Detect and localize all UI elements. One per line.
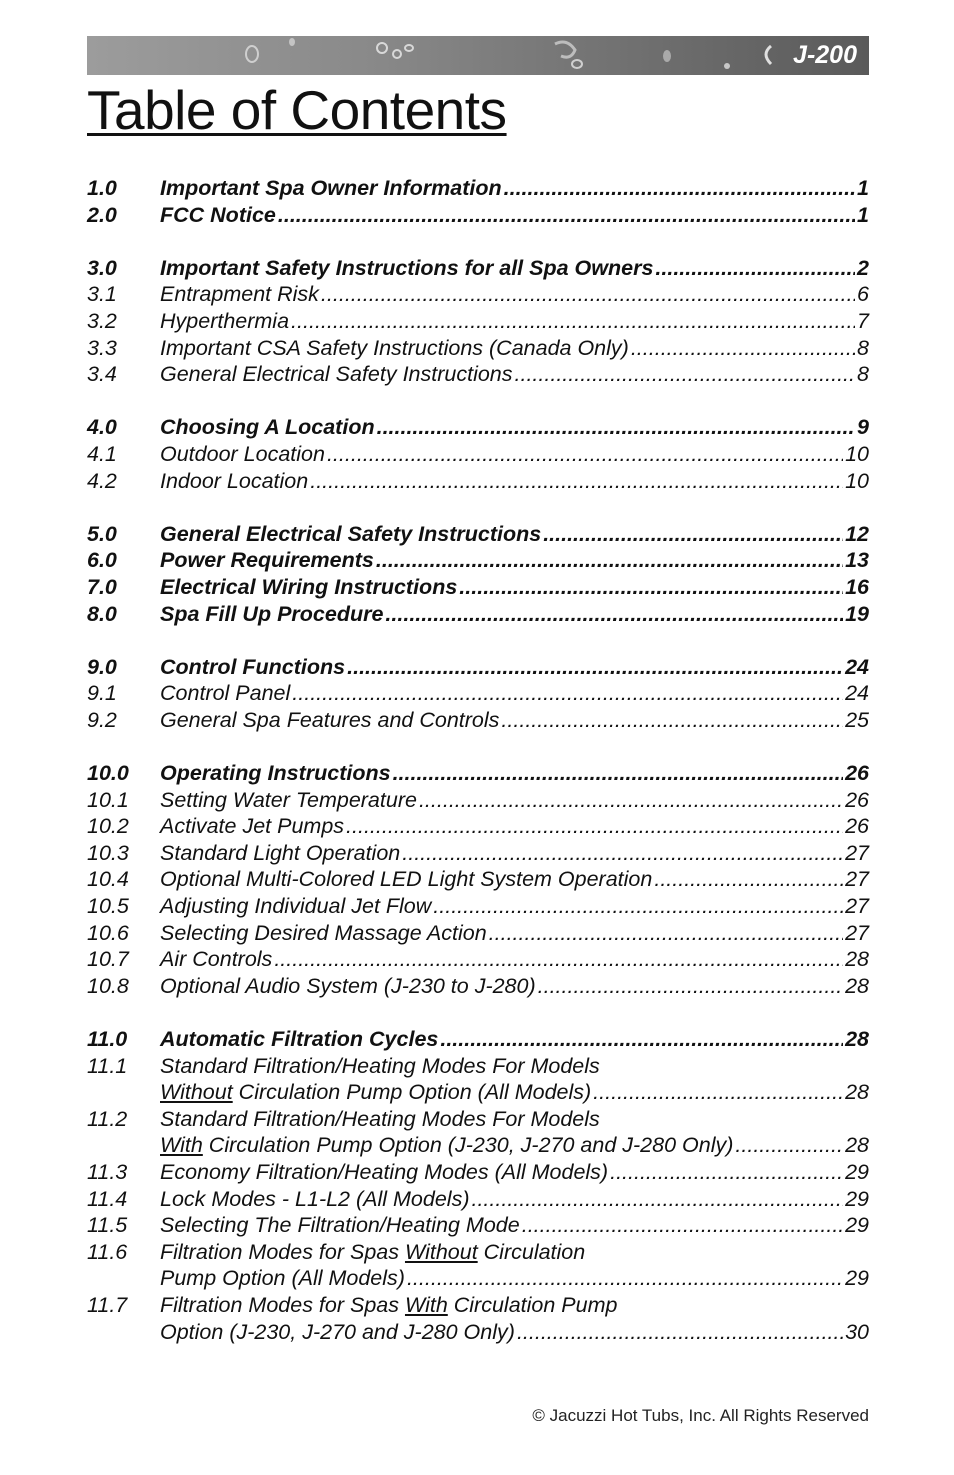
dot-leader bbox=[393, 761, 844, 786]
toc-entry-title-text: Electrical Wiring Instructions bbox=[160, 574, 458, 599]
toc-entry-number: 1.0 bbox=[87, 176, 117, 200]
header-banner bbox=[87, 36, 869, 75]
toc-entry-number: 9.0 bbox=[87, 654, 117, 679]
toc-entry-title-text: Option (J-230, J-270 and J-280 Only) bbox=[160, 1319, 515, 1344]
toc-entry-title-text: Choosing A Location bbox=[160, 415, 375, 440]
toc-entry-title-text: Circulation Pump Option (All Models) bbox=[232, 1080, 592, 1105]
dot-leader bbox=[654, 867, 843, 892]
toc-entry-title bbox=[160, 1293, 617, 1318]
toc-entry-page: 10 bbox=[845, 441, 869, 466]
toc-entry-page: 29 bbox=[845, 1186, 869, 1211]
dot-leader bbox=[459, 575, 843, 600]
toc-entry-number: 11.7 bbox=[87, 1292, 128, 1317]
toc-entry[interactable] bbox=[87, 1240, 869, 1267]
toc-entry-page: 7 bbox=[857, 308, 869, 333]
toc-entry-title bbox=[160, 602, 383, 627]
page-title: Table of Contents bbox=[87, 79, 507, 141]
toc-entry-number: 4.2 bbox=[87, 468, 117, 493]
dot-leader bbox=[501, 708, 843, 733]
toc-entry-number: 9.1 bbox=[87, 681, 117, 706]
toc-entry-title-text: General Electrical Safety Instructions bbox=[160, 362, 513, 387]
model-label: J-200 bbox=[793, 41, 857, 69]
toc-entry-number: 9.2 bbox=[87, 707, 117, 732]
toc-entry-page: 1 bbox=[857, 176, 869, 200]
toc-entry-number: 10.3 bbox=[87, 840, 129, 865]
toc-entry[interactable] bbox=[87, 761, 869, 788]
toc-entry-title bbox=[160, 415, 375, 440]
toc-entry[interactable] bbox=[87, 415, 869, 442]
toc-entry-title bbox=[160, 655, 345, 680]
dot-leader bbox=[291, 309, 855, 334]
toc-entry[interactable] bbox=[87, 1187, 869, 1214]
water-droplets-decoration bbox=[87, 36, 869, 75]
toc-entry[interactable] bbox=[87, 336, 869, 363]
toc-entry-title bbox=[160, 1213, 520, 1238]
toc-entry-title-text: Pump Option (All Models) bbox=[160, 1266, 405, 1291]
toc-entry[interactable] bbox=[87, 203, 869, 230]
toc-entry[interactable] bbox=[87, 655, 869, 682]
toc-entry-page: 2 bbox=[857, 255, 869, 280]
toc-entry[interactable] bbox=[87, 1133, 869, 1160]
toc-entry[interactable] bbox=[87, 1107, 869, 1134]
toc-entry-title-text: Air Controls bbox=[160, 947, 273, 972]
toc-entry-title-text: Indoor Location bbox=[160, 468, 309, 493]
toc-entry-number: 11.0 bbox=[87, 1027, 128, 1051]
toc-entry-page: 27 bbox=[845, 840, 869, 865]
toc-entry-title-text: Selecting The Filtration/Heating Mode bbox=[160, 1213, 520, 1238]
toc-entry-title-text: Economy Filtration/Heating Modes (All Models) bbox=[160, 1159, 609, 1184]
toc-entry-number: 3.3 bbox=[87, 335, 117, 360]
toc-entry-number: 6.0 bbox=[87, 548, 117, 573]
toc-entry[interactable] bbox=[87, 708, 869, 735]
toc-entry-title bbox=[160, 362, 513, 387]
toc-entry-title bbox=[160, 974, 536, 999]
dot-leader bbox=[346, 814, 843, 839]
dot-leader bbox=[274, 947, 843, 972]
toc-entry-page: 19 bbox=[845, 601, 869, 626]
toc-entry[interactable] bbox=[87, 974, 869, 1001]
toc-entry-title bbox=[160, 867, 652, 892]
toc-entry[interactable] bbox=[87, 548, 869, 575]
toc-entry-title bbox=[160, 761, 391, 786]
dot-leader bbox=[310, 469, 843, 494]
toc-entry[interactable] bbox=[87, 309, 869, 336]
dot-leader bbox=[471, 1187, 843, 1212]
toc-entry-number: 11.6 bbox=[87, 1239, 128, 1264]
toc-entry-title-text: Hyperthermia bbox=[160, 308, 290, 333]
toc-entry-title-text: Circulation bbox=[477, 1239, 586, 1264]
toc-entry-title bbox=[160, 176, 502, 201]
toc-entry-title bbox=[160, 203, 276, 228]
toc-entry-title bbox=[160, 1187, 469, 1212]
toc-entry-title-underlined: Without bbox=[160, 1080, 233, 1105]
toc-entry[interactable] bbox=[87, 282, 869, 309]
dot-leader bbox=[327, 442, 843, 467]
toc-entry-page: 28 bbox=[845, 1133, 869, 1158]
dot-leader bbox=[593, 1080, 843, 1105]
toc-entry[interactable] bbox=[87, 1293, 869, 1320]
toc-entry-page: 16 bbox=[845, 574, 869, 599]
toc-entry-page: 8 bbox=[857, 362, 869, 387]
dot-leader bbox=[278, 203, 855, 228]
toc-entry-title-text: Activate Jet Pumps bbox=[160, 814, 345, 839]
toc-entry-title bbox=[160, 894, 431, 919]
toc-entry[interactable] bbox=[87, 362, 869, 389]
toc-entry-number: 4.0 bbox=[87, 415, 117, 440]
toc-entry-title bbox=[160, 469, 308, 494]
toc-entry[interactable] bbox=[87, 1027, 869, 1054]
toc-entry-number: 7.0 bbox=[87, 574, 117, 599]
toc-entry[interactable] bbox=[87, 894, 869, 921]
toc-entry[interactable] bbox=[87, 575, 869, 602]
toc-entry-number: 5.0 bbox=[87, 521, 117, 546]
toc-entry[interactable] bbox=[87, 788, 869, 815]
toc-entry-title-text: Optional Multi-Colored LED Light System Operation bbox=[160, 867, 653, 892]
toc-entry-title-text: General Electrical Safety Instructions bbox=[160, 521, 542, 546]
toc-entry-page: 30 bbox=[845, 1319, 869, 1344]
dot-leader bbox=[440, 1027, 843, 1052]
toc-entry-page: 29 bbox=[845, 1213, 869, 1238]
toc-entry-title-text: Standard Filtration/Heating Modes For Models bbox=[160, 1106, 600, 1131]
toc-entry[interactable] bbox=[87, 442, 869, 469]
toc-entry-title-text: Filtration Modes for Spas bbox=[160, 1239, 405, 1264]
toc-entry-title bbox=[160, 841, 400, 866]
toc-entry-title-text: Operating Instructions bbox=[160, 761, 391, 786]
toc-entry[interactable] bbox=[87, 176, 869, 203]
toc-entry-title-text: Outdoor Location bbox=[160, 441, 325, 466]
toc-entry[interactable] bbox=[87, 1080, 869, 1107]
toc-entry-title bbox=[160, 921, 487, 946]
toc-entry[interactable] bbox=[87, 867, 869, 894]
toc-entry-number: 2.0 bbox=[87, 202, 117, 227]
dot-leader bbox=[292, 681, 843, 706]
toc-entry-page: 28 bbox=[845, 973, 869, 998]
toc-entry[interactable] bbox=[87, 256, 869, 283]
dot-leader bbox=[543, 522, 843, 547]
toc-entry-title-text: Important Safety Instructions for all Spa Owners bbox=[160, 255, 654, 280]
toc-entry-number: 10.1 bbox=[87, 787, 129, 812]
toc-entry[interactable] bbox=[87, 1054, 869, 1081]
toc-entry-page: 29 bbox=[845, 1266, 869, 1291]
toc-entry-page: 28 bbox=[845, 1080, 869, 1105]
toc-entry-number: 11.2 bbox=[87, 1106, 128, 1131]
toc-entry[interactable] bbox=[87, 841, 869, 868]
dot-leader bbox=[321, 282, 855, 307]
toc-entry-title-underlined: With bbox=[160, 1133, 203, 1158]
toc-entry-title-text: General Spa Features and Controls bbox=[160, 707, 500, 732]
toc-entry-title bbox=[160, 548, 374, 573]
toc-entry-number: 3.2 bbox=[87, 308, 117, 333]
dot-leader bbox=[504, 176, 855, 201]
dot-leader bbox=[515, 362, 856, 387]
toc-entry-title-text: Automatic Filtration Cycles bbox=[160, 1027, 439, 1051]
toc-entry-title bbox=[160, 1266, 405, 1291]
toc-entry-title bbox=[160, 681, 290, 706]
toc-entry-title-text: Control Panel bbox=[160, 681, 291, 706]
toc-entry-page: 8 bbox=[857, 335, 869, 360]
toc-entry-page: 25 bbox=[845, 707, 869, 732]
toc-entry-title bbox=[160, 1160, 608, 1185]
toc-entry[interactable] bbox=[87, 1160, 869, 1187]
toc-entry-title bbox=[160, 947, 272, 972]
toc-entry-title-text: FCC Notice bbox=[160, 202, 276, 227]
toc-entry-title-text: Standard Filtration/Heating Modes For Models bbox=[160, 1053, 600, 1078]
dot-leader bbox=[610, 1160, 843, 1185]
toc-entry-page: 6 bbox=[857, 282, 869, 307]
toc-entry-title bbox=[160, 442, 325, 467]
toc-entry-title-text: Lock Modes - L1-L2 (All Models) bbox=[160, 1186, 470, 1211]
toc-entry-number: 3.0 bbox=[87, 255, 117, 280]
toc-entry-page: 12 bbox=[845, 521, 869, 546]
toc-entry-page: 24 bbox=[845, 654, 869, 679]
dot-leader bbox=[631, 336, 855, 361]
toc-entry-title-text: Setting Water Temperature bbox=[160, 787, 417, 812]
table-of-contents bbox=[87, 176, 869, 1346]
dot-leader bbox=[489, 921, 843, 946]
toc-entry-title bbox=[160, 309, 289, 334]
toc-entry[interactable] bbox=[87, 602, 869, 629]
toc-entry-title bbox=[160, 575, 457, 600]
dot-leader bbox=[517, 1320, 843, 1345]
toc-entry-number: 10.7 bbox=[87, 947, 129, 972]
copyright-footer: © Jacuzzi Hot Tubs, Inc. All Rights Reserved bbox=[532, 1406, 869, 1425]
toc-entry-title bbox=[160, 1107, 600, 1132]
toc-entry-title bbox=[160, 522, 541, 547]
toc-entry-page: 24 bbox=[845, 681, 869, 706]
toc-entry-title-text: Circulation Pump bbox=[447, 1292, 618, 1317]
toc-entry-title bbox=[160, 1320, 515, 1345]
toc-entry-title bbox=[160, 1027, 438, 1052]
toc-entry[interactable] bbox=[87, 1320, 869, 1347]
dot-leader bbox=[376, 548, 843, 573]
toc-entry-page: 9 bbox=[857, 415, 869, 440]
dot-leader bbox=[433, 894, 843, 919]
toc-entry[interactable] bbox=[87, 681, 869, 708]
toc-entry-number: 10.5 bbox=[87, 894, 129, 919]
toc-entry-title-text: Filtration Modes for Spas bbox=[160, 1292, 405, 1317]
toc-entry-page: 27 bbox=[845, 867, 869, 892]
toc-entry[interactable] bbox=[87, 522, 869, 549]
toc-entry-number: 11.1 bbox=[87, 1053, 128, 1078]
toc-entry-title-text: Power Requirements bbox=[160, 548, 374, 573]
toc-entry-title-text: Spa Fill Up Procedure bbox=[160, 601, 384, 626]
toc-entry-number: 3.1 bbox=[87, 282, 117, 307]
toc-entry-title-text: Adjusting Individual Jet Flow bbox=[160, 894, 432, 919]
toc-entry-title bbox=[160, 1133, 733, 1158]
toc-entry-page: 29 bbox=[845, 1159, 869, 1184]
toc-entry-title bbox=[160, 336, 629, 361]
toc-entry-title-text: Control Functions bbox=[160, 654, 346, 679]
dot-leader bbox=[419, 788, 843, 813]
toc-entry-number: 11.3 bbox=[87, 1159, 128, 1184]
dot-leader bbox=[538, 974, 843, 999]
toc-entry-title-text: Selecting Desired Massage Action bbox=[160, 920, 487, 945]
toc-entry-title bbox=[160, 1240, 585, 1265]
toc-entry-number: 11.4 bbox=[87, 1186, 128, 1211]
toc-entry-title-text: Important CSA Safety Instructions (Canada Only) bbox=[160, 335, 629, 360]
toc-entry-page: 28 bbox=[845, 947, 869, 972]
toc-entry-number: 11.5 bbox=[87, 1213, 128, 1238]
dot-leader bbox=[407, 1266, 843, 1291]
toc-entry-page: 13 bbox=[845, 548, 869, 573]
toc-entry-title bbox=[160, 282, 319, 307]
toc-entry-page: 27 bbox=[845, 920, 869, 945]
dot-leader bbox=[402, 841, 843, 866]
toc-entry-page: 1 bbox=[857, 202, 869, 227]
toc-entry-number: 4.1 bbox=[87, 441, 117, 466]
toc-entry-number: 10.0 bbox=[87, 761, 129, 786]
toc-entry-number: 10.2 bbox=[87, 814, 129, 839]
toc-entry-title-text: Entrapment Risk bbox=[160, 282, 319, 307]
toc-entry-title bbox=[160, 1054, 600, 1079]
dot-leader bbox=[347, 655, 843, 680]
toc-entry-page: 26 bbox=[845, 814, 869, 839]
dot-leader bbox=[522, 1213, 843, 1238]
toc-entry-number: 3.4 bbox=[87, 362, 117, 387]
toc-entry-title bbox=[160, 814, 344, 839]
toc-entry-number: 10.6 bbox=[87, 920, 129, 945]
toc-entry-page: 26 bbox=[845, 761, 869, 786]
dot-leader bbox=[655, 256, 855, 281]
toc-entry-title-text: Important Spa Owner Information bbox=[160, 176, 502, 200]
toc-entry-title-underlined: With bbox=[404, 1292, 448, 1317]
toc-entry[interactable] bbox=[87, 921, 869, 948]
toc-entry[interactable] bbox=[87, 814, 869, 841]
toc-entry[interactable] bbox=[87, 947, 869, 974]
dot-leader bbox=[377, 415, 855, 440]
toc-entry-title-text: Circulation Pump Option (J-230, J-270 and J-280 Only) bbox=[202, 1133, 734, 1158]
toc-entry-number: 10.4 bbox=[87, 867, 129, 892]
toc-entry-title-underlined: Without bbox=[404, 1239, 478, 1264]
toc-entry-title-text: Optional Audio System (J-230 to J-280) bbox=[160, 973, 536, 998]
toc-entry-title bbox=[160, 708, 499, 733]
toc-entry-page: 28 bbox=[845, 1027, 869, 1051]
toc-entry-page: 27 bbox=[845, 894, 869, 919]
toc-entry-page: 26 bbox=[845, 787, 869, 812]
toc-entry-number: 10.8 bbox=[87, 973, 129, 998]
toc-entry-title bbox=[160, 1080, 591, 1105]
toc-entry[interactable] bbox=[87, 1213, 869, 1240]
toc-entry-page: 10 bbox=[845, 468, 869, 493]
toc-entry[interactable] bbox=[87, 469, 869, 496]
dot-leader bbox=[385, 602, 843, 627]
toc-entry[interactable] bbox=[87, 1266, 869, 1293]
toc-entry-number: 8.0 bbox=[87, 601, 117, 626]
toc-entry-title-text: Standard Light Operation bbox=[160, 840, 401, 865]
dot-leader bbox=[735, 1133, 843, 1158]
toc-entry-title bbox=[160, 256, 653, 281]
toc-entry-title bbox=[160, 788, 417, 813]
